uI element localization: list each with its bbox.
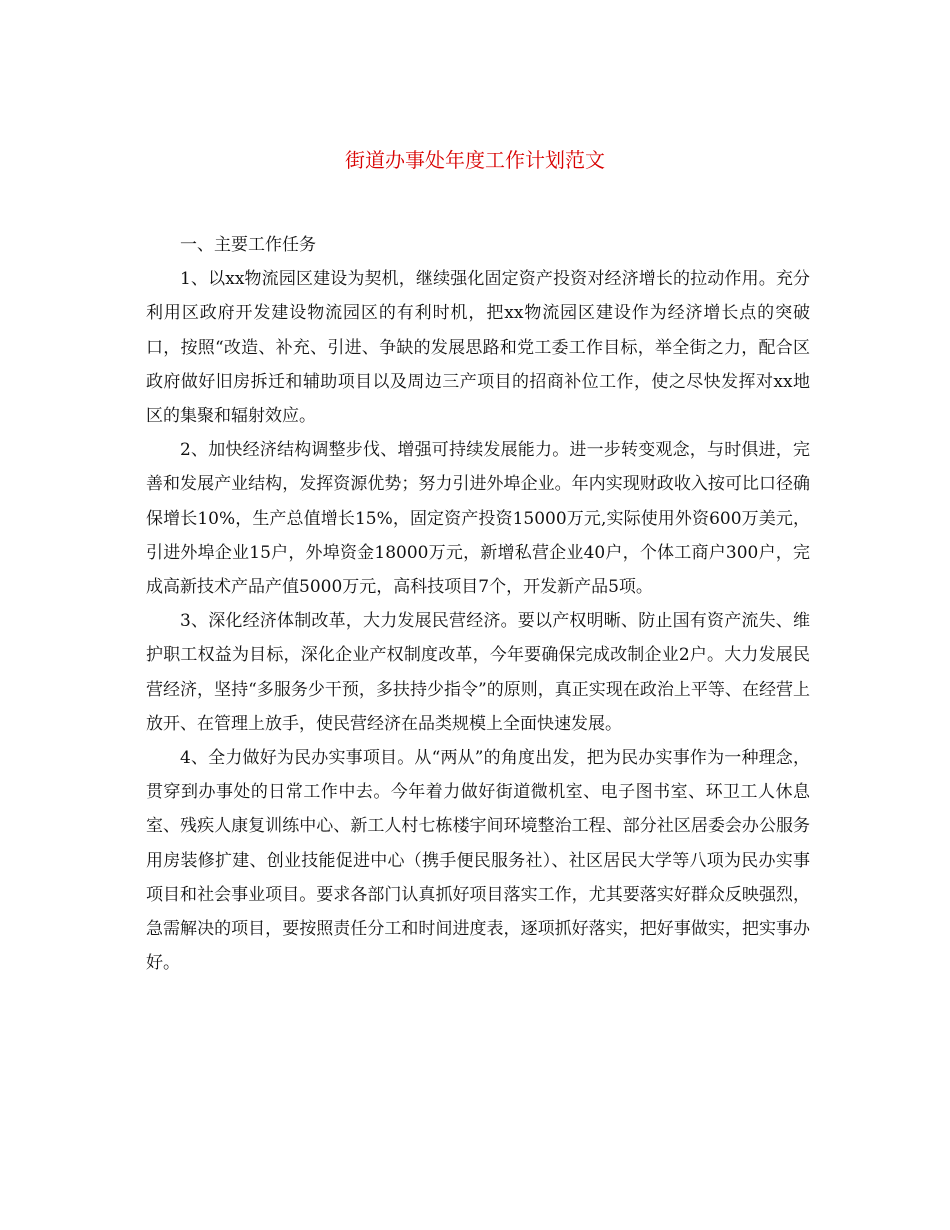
paragraph-4: 4、全力做好为民办实事项目。从“两从”的角度出发，把为民办实事作为一种理念，贯穿到办事处的日常工作中去。今年着力做好街道微机室、电子图书室、环卫工人休息室、残疾人康复训练中心、新工人村七栋楼宇间环境整治工程、部分社区居委会办公服务用房装修扩建、创业技能促进中心（携手便民服务社）、社区居民大学等八项为民办实事项目和社会事业项目。要求各部门认真抓好项目落实工作，尤其要落实好群众反映强烈，急需解决的项目，要按照责任分工和时间进度表，逐项抓好落实，把好事做实，把实事办好。	[146, 748, 810, 974]
paragraph-3: 3、深化经济体制改革，大力发展民营经济。要以产权明晰、防止国有资产流失、维护职工权益为目标，深化企业产权制度改革，今年要确保完成改制企业2户。大力发展民营经济，坚持“多服务少干预，多扶持少指令”的原则，真正实现在政治上平等、在经营上放开、在管理上放手，使民营经济在品类规模上全面快速发展。	[146, 611, 810, 734]
paragraph-2: 2、加快经济结构调整步伐、增强可持续发展能力。进一步转变观念，与时俱进，完善和发展产业结构，发挥资源优势；努力引进外埠企业。年内实现财政收入按可比口径确保增长10%，生产总值增长15%，固定资产投资15000万元,实际使用外资600万美元，引进外埠企业15户，外埠资金18000万元，新增私营企业40户，个体工商户300户，完成高新技术产品产值5000万元，高科技项目7个，开发新产品5项。	[146, 440, 810, 598]
paragraph-1: 1、以xx物流园区建设为契机，继续强化固定资产投资对经济增长的拉动作用。充分利用区政府开发建设物流园区的有利时机，把xx物流园区建设作为经济增长点的突破口，按照“改造、补充、引进、争缺的发展思路和党工委工作目标，举全街之力，配合区政府做好旧房拆迁和辅助项目以及周边三产项目的招商补位工作，使之尽快发挥对xx地区的集聚和辐射效应。	[146, 269, 810, 427]
document-title: 街道办事处年度工作计划范文	[345, 148, 605, 172]
section-heading: 一、主要工作任务	[180, 235, 316, 255]
document-body	[146, 228, 810, 980]
